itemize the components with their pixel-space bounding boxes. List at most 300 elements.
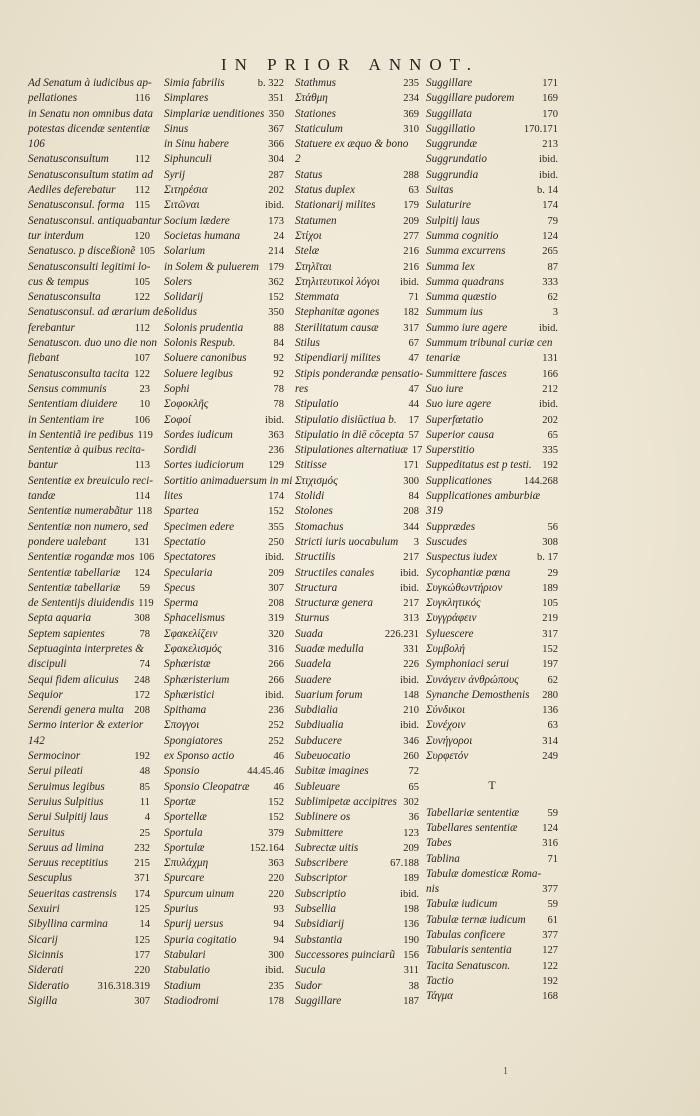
index-term: in Sententiam ire (28, 413, 105, 426)
index-term: Tablina (426, 852, 460, 865)
page-reference: 85 (139, 781, 150, 793)
index-entry (28, 611, 150, 626)
index-entry (164, 917, 284, 932)
index-term: Stricti iuris uocabulum (295, 535, 399, 548)
index-term: Sportellæ (164, 811, 207, 824)
page-reference: 152.164 (249, 842, 284, 854)
index-term: Summa quæstio (426, 291, 497, 304)
index-entry (28, 183, 150, 198)
index-entry (28, 703, 150, 718)
page-reference: 25 (139, 827, 150, 839)
index-term: in Senatu non omnibus data (28, 107, 153, 120)
page-reference: 63 (547, 720, 558, 732)
index-entry (426, 550, 558, 565)
index-term: Tabes (426, 837, 452, 850)
page-reference: 171 (542, 78, 558, 89)
page-reference: 217 (403, 552, 419, 564)
page-reference: 265 (542, 246, 558, 258)
index-term: Sicinnis (28, 948, 64, 961)
page-reference: 166 (542, 368, 558, 380)
page-reference: 48 (139, 766, 150, 778)
index-entry (295, 107, 419, 122)
page-reference: 288 (403, 169, 419, 181)
index-entry (28, 76, 150, 91)
index-term: Sublinere os (295, 811, 351, 824)
index-entry (28, 764, 150, 779)
index-term: Sibyllina carmina (28, 918, 108, 931)
index-entry (164, 642, 284, 657)
index-entry (295, 994, 419, 1009)
index-entry (28, 749, 150, 764)
index-entry (28, 229, 150, 244)
index-entry (164, 91, 284, 106)
index-entry (164, 458, 284, 473)
index-term: tur interdum (28, 229, 84, 242)
running-header: IN PRIOR ANNOT. (220, 55, 480, 74)
index-term: Sphæristerium (164, 673, 230, 686)
index-entry (164, 168, 284, 183)
page-reference: 314 (542, 735, 558, 747)
page-reference: 300 (268, 949, 284, 961)
page-reference: 260 (403, 751, 419, 763)
index-entry (28, 443, 150, 458)
page-reference: ibid. (400, 582, 419, 594)
index-term: Siderati (28, 964, 64, 977)
page-reference: 129 (268, 460, 284, 472)
index-entry (426, 734, 558, 749)
page-reference: 208 (134, 705, 150, 717)
index-term: Sententiæ ex breuiculo reci- (28, 474, 153, 487)
index-entry (28, 458, 150, 473)
index-entry (426, 821, 558, 836)
page-reference: 78 (139, 628, 150, 640)
index-column-2 (164, 76, 293, 1009)
page-reference: 311 (403, 965, 419, 977)
page-reference: 178 (268, 995, 284, 1007)
page-reference: 122 (134, 292, 150, 304)
page-reference: ibid. (400, 888, 419, 900)
index-entry (164, 673, 284, 688)
index-entry (295, 122, 419, 137)
page-reference: 308 (542, 536, 558, 548)
index-term: Sycophantiæ pœna (426, 566, 511, 579)
index-entry (295, 902, 419, 917)
page-reference: 220 (268, 873, 284, 885)
index-term: Summum ius (426, 306, 483, 319)
page-reference: ibid. (265, 200, 284, 212)
index-term: Senatusconsulti legitimi lo- (28, 260, 151, 273)
index-term: Senatuscon. duo uno die non (28, 337, 157, 350)
page-reference: 112 (134, 322, 150, 334)
page-reference: 331 (403, 643, 419, 655)
index-term: Solidarij (164, 291, 204, 304)
index-entry (28, 688, 150, 703)
page-reference: 174 (268, 491, 284, 503)
index-term: Σοφοί (164, 413, 192, 426)
index-entry (426, 198, 558, 213)
index-term: Σπογγοι (164, 719, 200, 732)
page-reference: 114 (134, 491, 150, 503)
index-term: Status (295, 168, 323, 181)
page-reference: 202 (268, 185, 284, 197)
page-reference: 317 (403, 322, 419, 334)
index-term: Statuere ex æquo & bono (295, 138, 409, 151)
index-entry (28, 351, 150, 366)
index-term: Tabellariæ sententiæ (426, 806, 520, 819)
page-reference: 144.268 (523, 475, 558, 487)
index-term: Sortes iudiciorum (164, 459, 244, 472)
page-reference: 316.318.319 (97, 980, 150, 992)
index-term: Subeuocatio (295, 750, 351, 763)
page-reference: 366 (268, 139, 284, 151)
index-entry (426, 183, 558, 198)
page-reference: 346 (403, 735, 419, 747)
page-reference: 61 (547, 914, 558, 926)
page-reference: 23 (139, 383, 150, 395)
index-entry (28, 504, 153, 519)
index-entry (295, 948, 419, 963)
page-reference: 105 (542, 598, 558, 610)
page-reference: 335 (542, 445, 558, 457)
index-term: Septa aquaria (28, 612, 92, 625)
index-term: Spithama (164, 704, 207, 717)
page-reference: 377 (542, 930, 558, 942)
section-letter (426, 778, 558, 793)
page-reference: 379 (268, 827, 284, 839)
index-entry (295, 887, 419, 902)
page-reference: 236 (268, 445, 284, 457)
index-entry (164, 795, 284, 810)
index-entry (28, 795, 150, 810)
index-term: Serui pileati (28, 765, 83, 778)
page-reference: ibid. (400, 276, 419, 288)
index-term: Summum tribunal curiæ cen (426, 337, 553, 350)
page-reference: 56 (547, 521, 558, 533)
page-reference: 219 (542, 613, 558, 625)
index-entry (28, 382, 150, 397)
index-term: Summo iure agere (426, 321, 508, 334)
page-reference: ibid. (400, 720, 419, 732)
index-term: Synanche Demosthenis (426, 688, 530, 701)
index-entry (164, 351, 284, 366)
index-entry (164, 152, 284, 167)
index-entry (28, 718, 150, 733)
page-reference: 72 (408, 766, 419, 778)
index-entry (295, 963, 419, 978)
index-entry (426, 413, 558, 428)
index-term: Σύνδικοι (426, 704, 466, 717)
index-entry (426, 928, 558, 943)
index-term: Summittere fasces (426, 367, 507, 380)
index-term: Spongiatores (164, 734, 223, 747)
index-term: Seruitus (28, 826, 65, 839)
index-entry (295, 749, 419, 764)
page-reference: 131 (134, 536, 150, 548)
index-entry (426, 260, 558, 275)
page-reference: 232 (134, 842, 150, 854)
index-entry (164, 933, 284, 948)
page-reference: 152 (268, 796, 284, 808)
page-reference: 313 (403, 613, 419, 625)
index-term: Subrectæ uitis (295, 841, 359, 854)
index-term: Suggillare (295, 994, 342, 1007)
index-term: Spectatio (164, 535, 206, 548)
index-entry (28, 168, 153, 183)
page-reference: 172 (134, 689, 150, 701)
page-reference: 78 (273, 383, 284, 395)
page-reference: ibid. (539, 154, 558, 166)
index-entry (164, 260, 284, 275)
page-reference: 88 (273, 322, 284, 334)
index-entry (295, 657, 419, 672)
page-reference: 333 (542, 276, 558, 288)
index-term: Σπυλάχμη (164, 857, 209, 870)
index-entry (295, 795, 419, 810)
index-term: Sigilla (28, 994, 58, 1007)
index-term: Stipendiarij milites (295, 352, 381, 365)
page-reference: 363 (268, 429, 284, 441)
index-entry (164, 734, 284, 749)
index-term: Σοφοκλῆς (164, 398, 209, 411)
page-reference: 123 (403, 827, 419, 839)
page-reference: 107 (134, 353, 150, 365)
index-entry (164, 994, 284, 1009)
index-entry (28, 550, 155, 565)
index-term: Septuaginta interpretes & (28, 642, 144, 655)
page-reference: 74 (139, 659, 150, 671)
index-entry (426, 657, 558, 672)
index-term: Sermocinor (28, 750, 81, 763)
page-reference: 226 (403, 659, 419, 671)
page-reference: 277 (403, 230, 419, 242)
index-term: Senatusconsultum statim ad (28, 168, 153, 181)
index-entry (426, 474, 558, 489)
index-entry (426, 321, 558, 336)
index-term: pellationes (28, 92, 78, 105)
index-term: Supplicationes amburbiæ (426, 490, 541, 503)
page-reference: b. 322 (257, 78, 284, 89)
index-entry (164, 214, 284, 229)
page-reference: 217 (403, 598, 419, 610)
index-entry (164, 107, 284, 122)
index-term: Spurius (164, 903, 199, 916)
index-entry (426, 443, 558, 458)
index-entry (28, 780, 150, 795)
index-entry (164, 764, 284, 779)
index-term: Suo iure (426, 382, 464, 395)
index-entry (164, 749, 284, 764)
index-entry (426, 749, 558, 764)
page-reference: 29 (547, 567, 558, 579)
index-term: T (488, 778, 496, 793)
index-term: Seruius Sulpitius (28, 795, 104, 808)
index-term: lites (164, 490, 183, 503)
index-entry (295, 229, 419, 244)
index-entry (164, 428, 284, 443)
index-term: de Sententijs diuidendis (28, 597, 135, 610)
index-term: Suadæ medulla (295, 642, 364, 655)
index-entry (426, 122, 558, 137)
page-reference: ibid. (539, 399, 558, 411)
index-term: Solers (164, 275, 192, 288)
page-reference: 112 (134, 154, 150, 166)
index-term: Solidus (164, 306, 197, 319)
page-reference: 156 (403, 949, 419, 961)
index-term: ferebantur (28, 321, 75, 334)
index-entry (28, 122, 150, 137)
index-term: Subdialia (295, 704, 338, 717)
index-term: Solonis Respub. (164, 337, 236, 350)
index-term: Suarium forum (295, 688, 363, 701)
index-entry (295, 718, 419, 733)
page-reference: 214 (268, 246, 284, 258)
index-term: Socium lædere (164, 214, 230, 227)
page-reference: 170.171 (523, 123, 558, 135)
page-reference: 127 (542, 945, 558, 957)
page-mark: 1 (503, 1066, 508, 1077)
index-entry (295, 688, 419, 703)
index-entry (426, 458, 558, 473)
page-reference: 3 (552, 307, 558, 319)
index-entry (295, 841, 419, 856)
page-reference: 59 (547, 807, 558, 819)
index-term: Summa quadrans (426, 275, 505, 288)
index-term: Senatusco. p disceßionẽ (28, 245, 136, 258)
index-term: Sulpitij laus (426, 214, 480, 227)
page-reference: 44.45.46 (247, 766, 284, 778)
page-reference: 62 (547, 292, 558, 304)
index-term: Sententiæ rogandæ mos (28, 551, 135, 564)
index-entry (295, 520, 419, 535)
index-entry (295, 627, 419, 642)
page-reference: 120 (134, 230, 150, 242)
index-term: Syluescere (426, 627, 474, 640)
index-entry (164, 413, 284, 428)
index-entry (295, 933, 419, 948)
index-term: Stephanitæ agones (295, 306, 380, 319)
index-term: Stipulationes alternatiuæ (295, 444, 408, 457)
page-reference: 84 (408, 491, 419, 503)
index-term: Spurcare (164, 872, 205, 885)
index-entry (28, 627, 150, 642)
index-entry (164, 137, 284, 152)
page-reference: 307 (268, 582, 284, 594)
index-term: Sulaturire (426, 199, 471, 212)
page-reference: 351 (268, 93, 284, 105)
index-term: Stabulari (164, 948, 206, 961)
index-term: Stemmata (295, 291, 340, 304)
page-reference: 152 (268, 292, 284, 304)
index-term: Specimen edere (164, 520, 235, 533)
index-entry (28, 413, 150, 428)
page-reference: 169 (542, 93, 558, 105)
page-reference: 249 (542, 751, 558, 763)
index-entry (426, 244, 558, 259)
index-term: Sportæ (164, 795, 196, 808)
index-term: Superstitio (426, 444, 475, 457)
index-entry (164, 290, 284, 305)
index-term: Suggillare (426, 77, 473, 89)
index-entry (426, 566, 558, 581)
index-term: Sportula (164, 826, 203, 839)
index-term: Subsellia (295, 903, 337, 916)
index-column-1 (28, 76, 168, 1009)
page-reference: 235 (403, 78, 419, 89)
index-term: Συρφετόν (426, 750, 469, 763)
index-term: 319 (426, 505, 443, 518)
index-term: 142 (28, 734, 45, 747)
index-entry (164, 489, 284, 504)
index-entry (426, 397, 558, 412)
page-reference: 320 (268, 628, 284, 640)
index-term: Sententiæ tabellariæ (28, 566, 121, 579)
index-term: Stathmus (295, 77, 337, 89)
index-term: Στίχοι (295, 229, 322, 242)
index-term: Senatusconsultum (28, 153, 109, 166)
index-term: Συνήγοροι (426, 734, 473, 747)
index-entry (164, 244, 284, 259)
page-reference: 192 (542, 975, 558, 987)
page-reference: 105 (139, 246, 155, 258)
index-term: Tabulas conficere (426, 929, 506, 942)
index-term: Structiles canales (295, 566, 375, 579)
page-reference: 310 (403, 123, 419, 135)
index-term: Aediles deferebatur (28, 184, 116, 197)
index-entry (426, 959, 558, 974)
index-term: Stipulatio in diē cōcepta (295, 428, 405, 441)
index-term: Siphunculi (164, 153, 212, 166)
index-entry (295, 642, 419, 657)
index-entry (426, 596, 558, 611)
index-term: Syrij (164, 168, 186, 181)
index-term: Sortitio animaduersum in mi (164, 474, 293, 487)
index-entry (164, 948, 284, 963)
index-term: Stomachus (295, 520, 344, 533)
index-term: Stipulatio (295, 398, 339, 411)
index-entry (426, 897, 558, 912)
page-reference: ibid. (539, 322, 558, 334)
index-entry (28, 305, 168, 320)
index-term: Stitisse (295, 459, 327, 472)
index-term: Tabulæ domesticæ Roma- (426, 867, 542, 880)
index-term: Sententiæ numerabãtur (28, 505, 133, 518)
page-reference: 122 (134, 368, 150, 380)
index-entry (164, 871, 284, 886)
page-reference: 152 (268, 812, 284, 824)
index-term: Substantia (295, 933, 343, 946)
index-entry (295, 871, 419, 886)
index-term: Sermo interior & exterior (28, 719, 144, 732)
index-term: Supprædes (426, 520, 476, 533)
page-reference: 92 (273, 353, 284, 365)
page-reference: 216 (403, 261, 419, 273)
page-reference: 87 (547, 261, 558, 273)
page-reference: 363 (268, 858, 284, 870)
index-entry (426, 943, 558, 958)
index-entry (426, 867, 558, 882)
page-reference: 252 (268, 735, 284, 747)
page-reference: 124 (134, 567, 150, 579)
index-entry (426, 611, 558, 626)
index-entry (164, 902, 284, 917)
index-entry (28, 198, 150, 213)
index-entry (164, 397, 284, 412)
index-term: Sphacelismus (164, 612, 225, 625)
page-reference: 10 (139, 399, 150, 411)
index-term: Symphoniaci serui (426, 658, 509, 671)
page-reference: 179 (403, 200, 419, 212)
index-term: Στάθμη (295, 92, 328, 105)
